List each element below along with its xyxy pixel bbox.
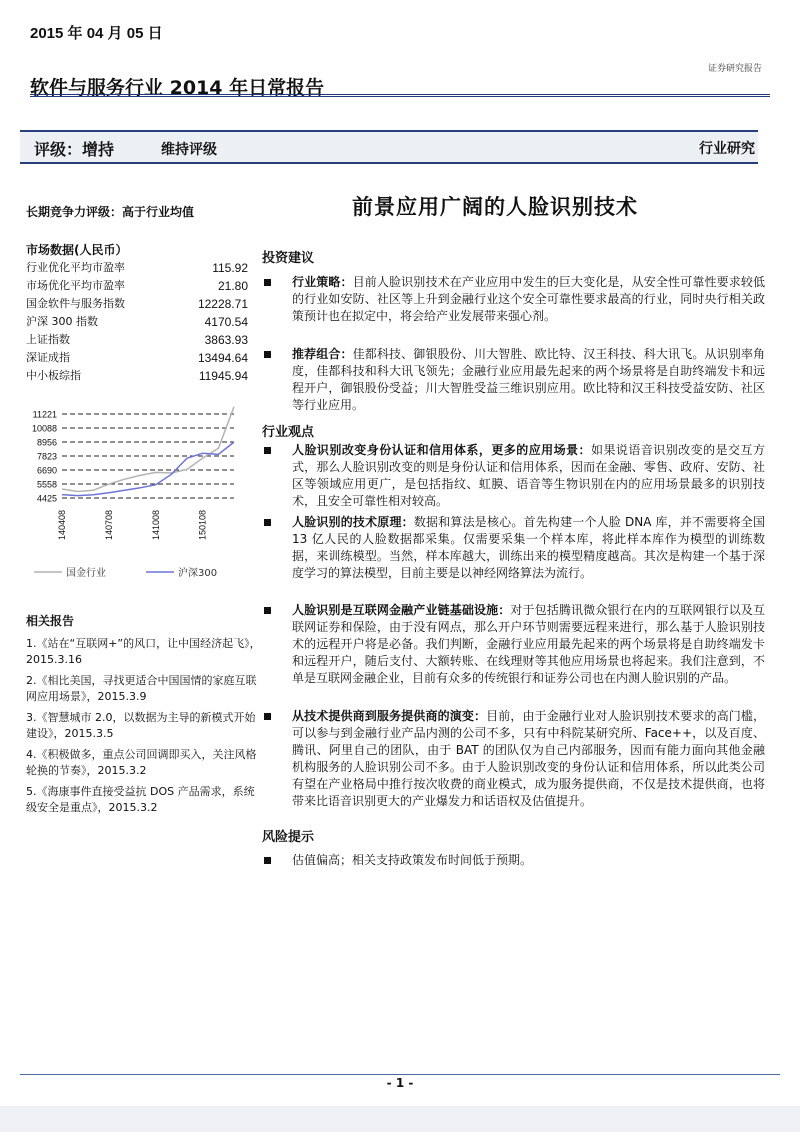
market-row bbox=[26, 277, 248, 295]
bullet-lead: 人脸识别是互联网金融产业链基础设施： bbox=[292, 603, 511, 617]
bullet-square-icon bbox=[264, 519, 271, 526]
bullet-item bbox=[262, 274, 765, 325]
header-divider bbox=[30, 94, 770, 97]
market-value: 115.92 bbox=[212, 261, 248, 275]
y-tick-label: 5558 bbox=[36, 479, 57, 490]
x-tick-label: 140708 bbox=[103, 509, 114, 540]
bullet-lead: 推荐组合： bbox=[292, 347, 353, 361]
footer-divider bbox=[20, 1074, 780, 1075]
y-tick-label: 8956 bbox=[36, 437, 57, 448]
market-row bbox=[26, 331, 248, 349]
industry-label: 行业研究 bbox=[699, 141, 755, 157]
related-reports-title: 相关报告 bbox=[26, 614, 75, 628]
page-number: - 1 - bbox=[386, 1076, 414, 1090]
doc-type-label: 证券研究报告 bbox=[707, 64, 762, 74]
bullet-item bbox=[262, 346, 765, 414]
market-value: 12228.71 bbox=[197, 297, 248, 311]
related-report-item[interactable]: 4.《积极做多，重点公司回调即买入，关注风格轮换的节奏》，2015.3.2 bbox=[26, 748, 257, 777]
legend-label: 国金行业 bbox=[66, 568, 106, 579]
related-report-item[interactable]: 3.《智慧城市 2.0，以数据为主导的新模式开始建设》，2015.3.5 bbox=[26, 711, 256, 740]
bullet-text: 估值偏高；相关支持政策发布时间低于预期。 bbox=[292, 853, 533, 867]
related-reports-list bbox=[26, 636, 262, 821]
market-row bbox=[26, 367, 248, 385]
section-title: 风险提示 bbox=[262, 830, 315, 845]
market-row bbox=[26, 313, 248, 331]
market-data-list bbox=[26, 259, 248, 385]
market-label: 国金软件与服务指数 bbox=[26, 297, 125, 310]
bullet-item bbox=[262, 708, 765, 810]
bullet-text: 对于包括腾讯微众银行在内的互联网银行以及互联网证券和保险，由于没有网点，那么开户环节则需要远程来进行，那么基于人脸识别技术的远程开户将是必备。我们判断，金融行业应用最先起来的两个场景将是自助终端发卡和远程开户，随后支付、大额转账、在线理财等其他应用场景也将起来。我们注意到，不单是互联网金融企业，目前有众多的传统银行和证券公司也在内测人脸识别的产品。 bbox=[292, 603, 765, 685]
related-report-item[interactable]: 2.《相比美国，寻找更适合中国国情的家庭互联网应用场景》，2015.3.9 bbox=[26, 674, 257, 703]
y-tick-label: 11221 bbox=[32, 409, 57, 420]
market-row bbox=[26, 349, 248, 367]
index-chart bbox=[20, 400, 248, 590]
series-line bbox=[62, 442, 234, 496]
bullet-item bbox=[262, 442, 765, 510]
series-line bbox=[62, 407, 234, 492]
bullet-lead: 人脸识别的技术原理： bbox=[292, 515, 414, 529]
headline: 前景应用广阔的人脸识别技术 bbox=[352, 195, 638, 219]
market-value: 21.80 bbox=[217, 279, 248, 293]
y-tick-label: 10088 bbox=[31, 423, 57, 434]
rating-note: 维持评级 bbox=[161, 142, 217, 158]
market-data-title: 市场数据(人民币） bbox=[26, 243, 128, 257]
bullet-square-icon bbox=[264, 713, 271, 720]
section-title: 投资建议 bbox=[262, 251, 315, 266]
market-value: 11945.94 bbox=[198, 369, 248, 383]
market-label: 深证成指 bbox=[26, 351, 70, 364]
bullet-text: 目前人脸识别技术在产业应用中发生的巨大变化是，从安全性可靠性要求较低的行业如安防、社区等上升到金融行业这个安全可靠性要求最高的行业，同时央行相关政策预计也在拟定中，将会给产业发展带来强心剂。 bbox=[292, 275, 765, 323]
x-tick-label: 150108 bbox=[197, 509, 208, 540]
market-value: 4170.54 bbox=[204, 315, 248, 329]
market-label: 上证指数 bbox=[26, 333, 70, 346]
bullet-text: 目前，由于金融行业对人脸识别技术要求的高门槛，可以参与到金融行业产品内测的公司不多，只有中科院某研究所、Face++，以及百度、腾讯、阿里自己的团队，由于 BAT 的团队仅为自己内部服务，因而有能力面向其他金融机构服务的人脸识别公司不多。由于人脸识别改变的身份认证和信用体系，所以此类公司有望在产业格局中推行按次收费的商业模式，成为服务提供商，不仅是技术提供商，也将带来比语音识别更大的产业爆发力和话语权及估值提升。 bbox=[292, 709, 765, 808]
bottom-band bbox=[0, 1106, 800, 1132]
y-tick-label: 4425 bbox=[36, 493, 57, 504]
rating-main: 评级：增持 bbox=[34, 140, 115, 159]
bullet-square-icon bbox=[264, 351, 271, 358]
bullet-square-icon bbox=[264, 279, 271, 286]
bullet-text: 佳都科技、御银股份、川大智胜、欧比特、汉王科技、科大讯飞。从识别率角度，佳都科技和科大讯飞领先；金融行业应用最先起来的两个场景将是自助终端发卡和远程开户，御银股份受益；川大智胜受益三维识别应用。欧比特和汉王科技受益安防、社区等行业应用。 bbox=[292, 347, 765, 412]
section-title: 行业观点 bbox=[262, 425, 315, 440]
report-date: 2015 年 04 月 05 日 bbox=[30, 25, 163, 42]
market-row bbox=[26, 259, 248, 277]
x-tick-label: 140408 bbox=[57, 509, 67, 540]
bullet-item bbox=[262, 514, 765, 582]
competitive-rating: 长期竞争力评级：高于行业均值 bbox=[26, 205, 195, 219]
market-label: 市场优化平均市盈率 bbox=[26, 279, 125, 292]
market-label: 行业优化平均市盈率 bbox=[26, 261, 125, 274]
bullet-lead: 人脸识别改变身份认证和信用体系，更多的应用场景： bbox=[292, 443, 592, 457]
related-report-item[interactable]: 5.《海康事件直接受益抗 DOS 产品需求，系统级安全是重点》，2015.3.2 bbox=[26, 785, 255, 814]
legend-label: 沪深300 bbox=[178, 568, 218, 579]
y-tick-label: 7823 bbox=[36, 451, 57, 462]
y-tick-label: 6690 bbox=[36, 465, 57, 476]
bullet-text: 数据和算法是核心。首先构建一个人脸 DNA 库，并不需要将全国 13 亿人民的人脸数据都采集。仅需要采集一个样本库，将此样本库作为模型的训练数据，来训练模型。当然，样本库越大，训练出来的模型精度越高。其次是构建一个基于深度学习的算法模型，目前主要是以神经网络算法为流行。 bbox=[292, 515, 765, 580]
related-report-item[interactable]: 1.《站在“互联网+”的风口，让中国经济起飞》，2015.3.16 bbox=[26, 637, 261, 666]
bullet-lead: 行业策略： bbox=[292, 275, 353, 289]
bullet-square-icon bbox=[264, 447, 271, 454]
market-label: 沪深 300 指数 bbox=[26, 315, 98, 328]
rating-bar bbox=[20, 130, 758, 164]
bullet-text: 如果说语音识别改变的是交互方式，那么人脸识别改变的则是身份认证和信用体系，因而在金融、零售、政府、安防、社区等领域应用更广，是包括指纹、虹膜、语音等生物识别在内的应用场景最多的识别技术，且安全可靠性相对较高。 bbox=[292, 443, 765, 508]
bullet-item bbox=[262, 852, 765, 869]
market-label: 中小板综指 bbox=[26, 369, 81, 382]
report-title: 软件与服务行业 2014 年日常报告 bbox=[30, 77, 325, 99]
market-value: 13494.64 bbox=[197, 351, 248, 365]
bullet-square-icon bbox=[264, 607, 271, 614]
bullet-lead: 从技术提供商到服务提供商的演变： bbox=[292, 709, 487, 723]
x-tick-label: 141008 bbox=[150, 509, 161, 540]
bullet-item bbox=[262, 602, 765, 687]
market-value: 3863.93 bbox=[204, 333, 248, 347]
bullet-square-icon bbox=[264, 857, 271, 864]
market-row bbox=[26, 295, 248, 313]
